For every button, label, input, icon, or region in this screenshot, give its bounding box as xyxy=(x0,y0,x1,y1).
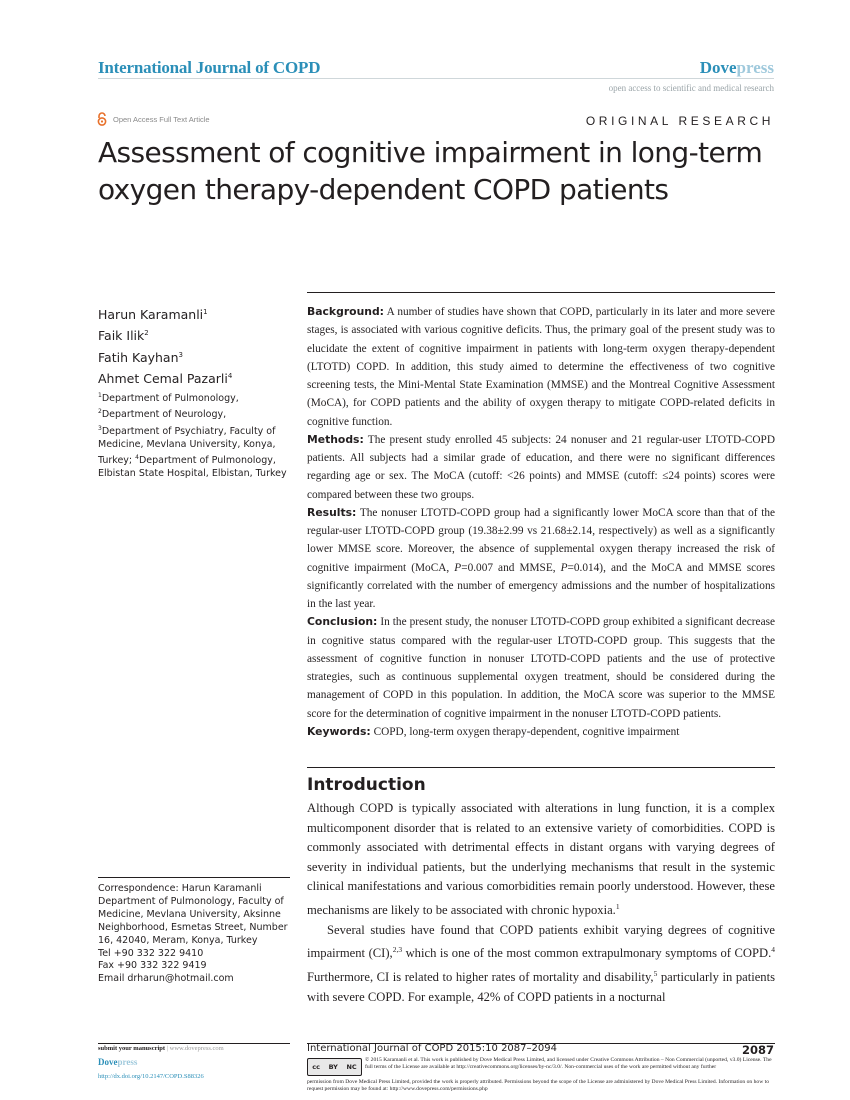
introduction-paragraph: Although COPD is typically associated with alterations in lung function, it is a complex multicomponent disorder that is related to an extensive variety of comorbidities. COPD is commonly associated with detrimental effects in distant organs with varying degrees of severity in individual patients, but the underlying mechanisms that result in the systemic clinical manifestations and various comorbidities remain poorly understood. However, these mechanisms are likely to be associated with chronic hypoxia.$^1$ xyxy=(307,801,775,918)
footer-publisher-logo[interactable]: Dovepress xyxy=(98,1057,138,1067)
header-rule xyxy=(98,78,774,79)
open-access-icon xyxy=(96,112,108,126)
footer-citation: International Journal of COPD 2015:10 2087–2094 xyxy=(307,1043,557,1054)
publisher-logo-press: press xyxy=(736,58,774,77)
affiliation-2: Department of Neurology, xyxy=(101,409,227,421)
abstract-keywords xyxy=(307,723,775,741)
publisher-logo-dove: Dove xyxy=(699,58,737,77)
author-name: Fatih Kayhan xyxy=(98,350,179,366)
abstract-methods-label: Methods: xyxy=(307,432,364,446)
abstract-methods xyxy=(307,431,775,504)
correspondence-rule xyxy=(98,877,290,878)
abstract-methods-text: The present study enrolled 45 subjects: 24 nonuser and 21 regular-user LTOTD-COPD patients. All subjects had a similar grade of education, and there were no significant differences regarding age or sex. The MoCA (cutoff: <26 points) and MMSE (cutoff: ≤24 points) scores were compared between these two groups. xyxy=(307,433,775,501)
publisher-tagline: open access to scientific and medical research xyxy=(608,83,774,93)
affiliation-3: Department of Psychiatry, Faculty of Medicine, Mevlana University, Konya, Turkey; xyxy=(98,425,276,466)
reference-link[interactable]: 1 xyxy=(615,901,620,911)
author xyxy=(98,324,232,345)
author-sup: 2 xyxy=(144,329,149,338)
footer-left-rule xyxy=(98,1043,290,1044)
author-name: Faik Ilik xyxy=(98,328,145,344)
submit-manuscript-link[interactable]: submit your manuscript xyxy=(98,1045,166,1052)
reference-link[interactable]: 4 xyxy=(771,945,775,955)
article-title-line-1: Assessment of cognitive impairment in long-term xyxy=(98,136,763,169)
correspondence-line: Department of Pulmonology, Faculty of xyxy=(98,895,284,907)
correspondence-line: Neighborhood, Esmetas Street, Number xyxy=(98,921,288,933)
page-number: 2087 xyxy=(741,1043,774,1057)
reference-link[interactable]: 5 xyxy=(653,969,658,979)
license-text-continued: permission from Dove Medical Press Limited, provided the work is properly attributed. Permissions beyond the scope of the License are administered by Dove Medical Press Limited. Information on how to request permission may be found at: http://www.dovepress.com/permissions.php xyxy=(307,1079,770,1093)
abstract-background xyxy=(307,303,775,431)
correspondence-line: Correspondence: Harun Karamanli xyxy=(98,883,262,894)
abstract-keywords-text: COPD, long-term oxygen therapy-dependent, cognitive impairment xyxy=(373,725,680,738)
dovepress-url-link[interactable]: www.dovepress.com xyxy=(169,1045,224,1052)
open-access-label xyxy=(96,112,210,126)
author-name: Ahmet Cemal Pazarli xyxy=(98,371,228,387)
creative-commons-badge[interactable] xyxy=(307,1058,362,1076)
abstract-results: Results: The nonuser LTOTD-COPD group had a significantly lower MoCA score than that of the regular-user LTOTD-COPD group (19.38±2.99 vs 21.68±2.14, respectively) as well as a significantly lower MMSE score. Moreover, the absence of supplemental oxygen therapy increased the risk of cognitive impairment (MoCA, P=0.007 and MMSE, P=0.014), and the MoCA and MMSE scores significantly correlated with the number of emergency admissions and the number of hospitalizations in the last year. xyxy=(307,505,775,610)
introduction-rule xyxy=(307,767,775,768)
abstract-rule xyxy=(307,292,775,293)
doi-link[interactable]: http://dx.doi.org/10.2147/COPD.S88326 xyxy=(98,1073,204,1080)
correspondence-line: Fax +90 332 322 9419 xyxy=(98,960,207,972)
introduction-paragraph: Several studies have found that COPD patients exhibit varying degrees of cognitive impairment (CI),$^{2,3}$ which is one of the most common extrapulmonary symptoms of COPD.$^4$ Furthermore, CI is related to higher rates of mortality and disability,$^5$ particularly in patients with severe COPD. For example, 42% of COPD patients in a nocturnal xyxy=(307,922,775,1004)
article-type: ORIGINAL RESEARCH xyxy=(585,114,774,128)
abstract-conclusion xyxy=(307,613,775,723)
introduction-heading: Introduction xyxy=(307,775,426,795)
abstract-keywords-label: Keywords: xyxy=(307,724,371,738)
affiliation-1: Department of Pulmonology, xyxy=(101,393,239,405)
author-name: Harun Karamanli xyxy=(98,307,204,323)
abstract-conclusion-label: Conclusion: xyxy=(307,615,378,629)
author-sup: 4 xyxy=(227,372,233,381)
affiliation-4: Department of Pulmonology, Elbistan State Hospital, Elbistan, Turkey xyxy=(98,455,287,480)
correspondence-line: Tel +90 332 322 9410 xyxy=(98,947,204,959)
abstract-results-label: Results: xyxy=(307,505,357,519)
abstract-background-label: Background: xyxy=(307,305,384,318)
correspondence-line: 16, 42040, Meram, Konya, Turkey xyxy=(98,934,258,946)
article-title-line-2: oxygen therapy-dependent COPD patients xyxy=(98,173,669,206)
by-icon: BY xyxy=(328,1063,338,1071)
author xyxy=(98,367,232,388)
journal-name: International Journal of COPD xyxy=(98,58,321,77)
introduction-body xyxy=(307,799,775,1008)
article-title xyxy=(98,134,788,208)
reference-link[interactable]: 2,3 xyxy=(392,945,403,955)
author xyxy=(98,303,232,324)
abstract-background-text: A number of studies have shown that COPD, particularly in its later and more severe stages, is associated with various cognitive deficits. Thus, the primary goal of the present study was to elucidate the extent of cognitive impairment in patients with long-term oxygen therapy-dependent (LTOTD) COPD. In addition, this study aimed to determine the effectiveness of two cognitive screening tests, the Mini-Mental State Examination (MMSE) and the Montreal Cognitive Assessment (MoCA), for COPD patients and the ability of oxygen therapy to mitigate COPD-related deficits in cognitive function. xyxy=(307,306,776,428)
correspondence-line: Medicine, Mevlana University, Aksinne xyxy=(98,908,281,920)
author-list xyxy=(98,303,232,389)
author-sup: 3 xyxy=(178,350,183,359)
author-sup: 1 xyxy=(203,308,208,316)
publisher-logo[interactable] xyxy=(700,58,774,78)
author xyxy=(98,346,232,367)
abstract-conclusion-text: In the present study, the nonuser LTOTD-COPD group exhibited a significant decrease in cognitive status compared with the regular-user LTOTD-COPD group. This suggests that the assessment of cognitive function in nonuser LTOTD-COPD patients and the use of protective strategies, such as continuous supplemental oxygen treatment, should be considered during the management of COPD in this population. In addition, the MoCA score was superior to the MMSE score for the determination of cognitive impairment in the nonuser LTOTD-COPD patients. xyxy=(307,616,775,720)
correspondence-block xyxy=(98,883,298,986)
abstract xyxy=(307,303,775,741)
correspondence-email[interactable]: Email drharun@hotmail.com xyxy=(98,973,234,985)
submit-manuscript-line: submit your manuscript | www.dovepress.com xyxy=(98,1045,224,1052)
affiliations: $^1$Department of Pulmonology, $^2$Department of Neurology, $^3$Department of Psychiatry, Faculty of Medicine, Mevlana University, Konya, Turkey; $^4$Department of Pulmonology, Elbistan State Hospital, Elbistan, Turkey xyxy=(98,392,287,480)
license-text: © 2015 Karamanli et al. This work is published by Dove Medical Press Limited, and licensed under Creative Commons Attribution – Non Commercial (unported, v3.0) License. The full terms of the License are available at http://creativecommons.org/licenses/by-nc/3.0/. Non-commercial uses of the work are permitted without any further xyxy=(365,1057,772,1071)
cc-icon: cc xyxy=(312,1063,320,1071)
nc-icon: NC xyxy=(346,1063,357,1071)
open-access-text: Open Access Full Text Article xyxy=(113,114,210,124)
